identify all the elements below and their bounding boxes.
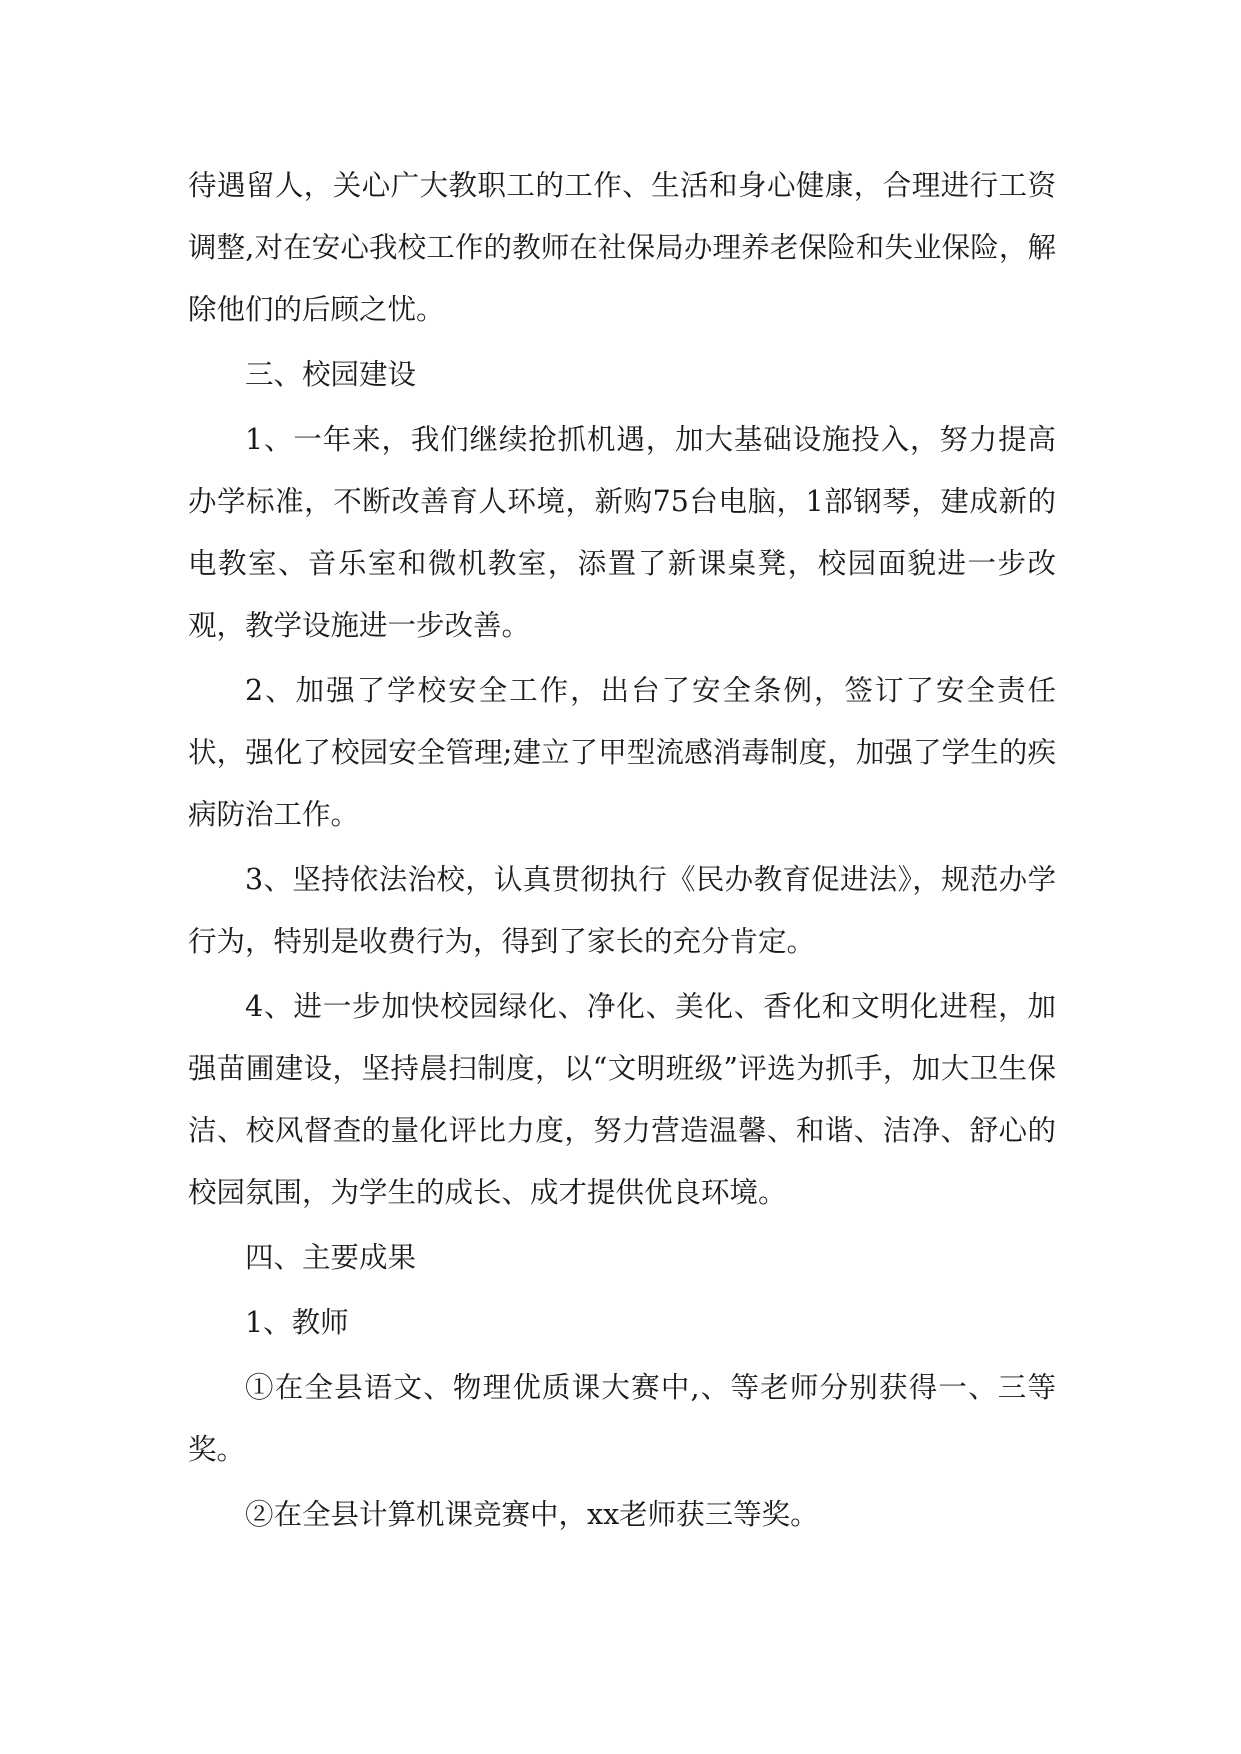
paragraph-item-2: 2、加强了学校安全工作，出台了安全条例，签订了安全责任状，强化了校园安全管理;建立了甲型流感消毒制度，加强了学生的疾病防治工作。 — [188, 674, 1056, 831]
paragraph-item-4: 4、进一步加快校园绿化、净化、美化、香化和文明化进程，加强苗圃建设，坚持晨扫制度，以“文明班级”评选为抓手，加大卫生保洁、校风督查的量化评比力度，努力营造温馨、和谐、洁净、舒心的校园氛围，为学生的成长、成才提供优良环境。 — [188, 990, 1056, 1209]
section-heading-campus-construction: 三、校园建设 — [245, 358, 417, 391]
paragraph-continuation: 待遇留人，关心广大教职工的工作、生活和身心健康，合理进行工资调整,对在安心我校工作的教师在社保局办理养老保险和失业保险，解除他们的后顾之忧。 — [188, 169, 1056, 326]
paragraph-award-2: ②在全县计算机课竞赛中，xx老师获三等奖。 — [245, 1498, 819, 1531]
paragraph-item-1: 1、一年来，我们继续抢抓机遇，加大基础设施投入，努力提高办学标准，不断改善育人环境，新购75台电脑，1部钢琴，建成新的电教室、音乐室和微机教室，添置了新课桌凳，校园面貌进一步改观，教学设施进一步改善。 — [188, 423, 1056, 642]
section-heading-main-results: 四、主要成果 — [245, 1241, 417, 1274]
paragraph-item-3: 3、坚持依法治校，认真贯彻执行《民办教育促进法》，规范办学行为，特别是收费行为，得到了家长的充分肯定。 — [188, 863, 1056, 958]
subheading-teachers: 1、教师 — [245, 1306, 349, 1339]
paragraph-award-1: ①在全县语文、物理优质课大赛中,、等老师分别获得一、三等奖。 — [188, 1371, 1056, 1466]
document-body — [188, 155, 1056, 1546]
